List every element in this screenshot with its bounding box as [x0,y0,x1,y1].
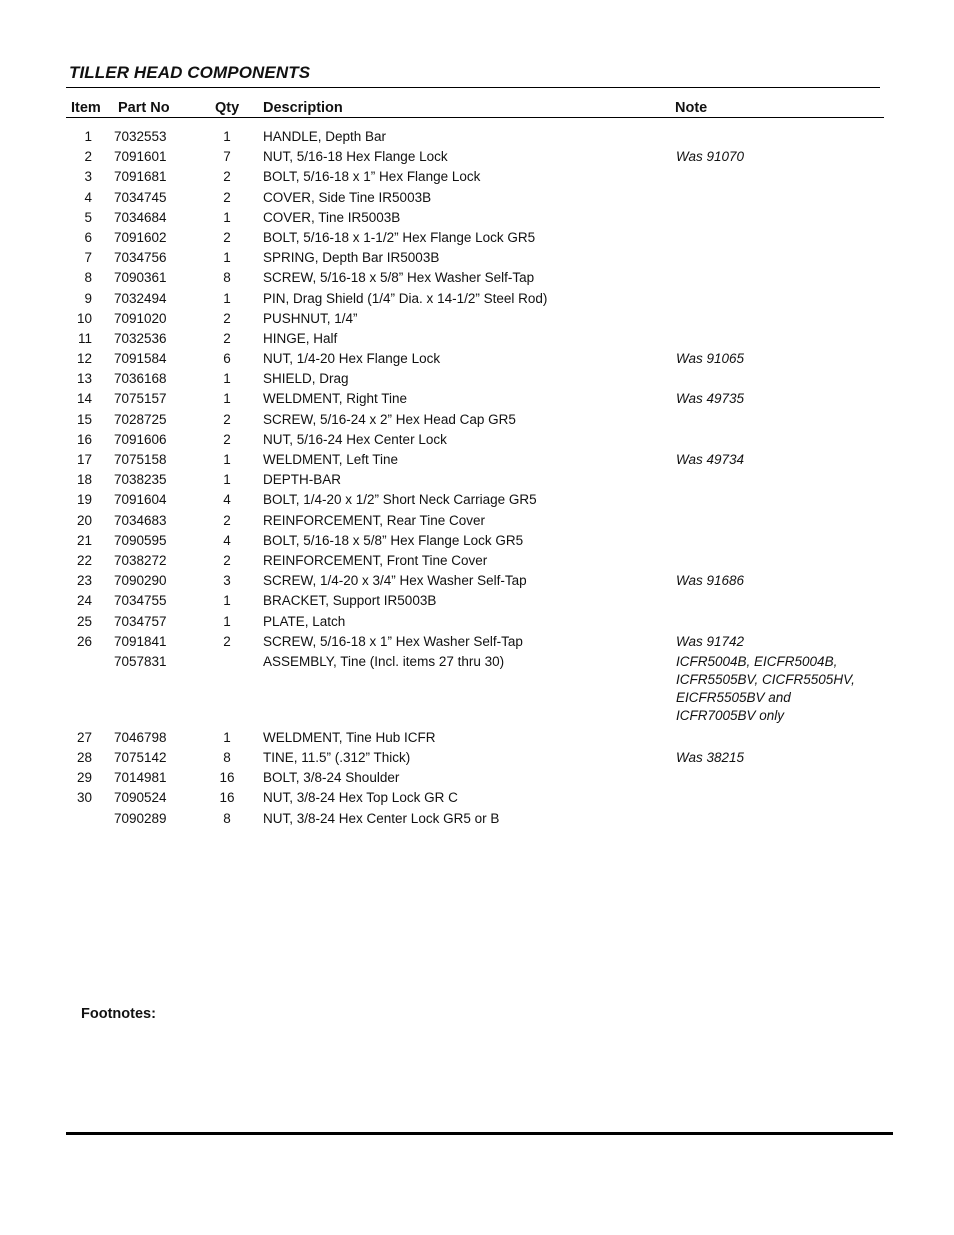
quantity: 1 [223,391,231,407]
header-part-no: Part No [118,100,170,116]
description: BOLT, 3/8-24 Shoulder [263,770,400,786]
table-row [0,591,954,611]
page-title: TILLER HEAD COMPONENTS [69,63,311,82]
part-number: 7091601 [114,149,167,165]
note [676,748,876,767]
part-number: 7034683 [114,512,167,528]
table-row [0,788,954,808]
item-number: 18 [76,472,92,488]
item-number: 13 [76,371,92,387]
quantity: 2 [223,431,231,447]
description: WELDMENT, Left Tine [263,452,399,467]
item-number: 12 [76,351,92,367]
quantity: 2 [223,169,231,185]
quantity: 2 [223,411,231,427]
note [676,450,876,469]
quantity: 2 [223,330,231,346]
header-qty: Qty [215,100,240,116]
table-row [0,147,954,167]
table-row [0,369,954,389]
table-row [0,289,954,309]
item-number: 11 [77,330,92,346]
table-row [0,632,954,652]
table-row [0,248,954,268]
item-number: 22 [76,552,92,568]
quantity: 1 [223,472,231,488]
quantity: 1 [223,290,231,306]
part-number: 7036168 [114,371,167,387]
item-number: 10 [76,310,92,326]
table-row [0,728,954,748]
part-number: 7090290 [114,573,167,589]
quantity: 1 [223,129,231,144]
item-number: 8 [84,270,92,286]
title-divider [66,87,880,88]
part-number: 7032536 [114,330,167,346]
header-description: Description [263,100,343,116]
part-number: 7028725 [114,411,167,427]
item-number: 1 [84,129,92,144]
description: BOLT, 5/16-18 x 1-1/2” Hex Flange Lock GR5 [263,229,536,245]
description: PUSHNUT, 1/4” [263,310,358,326]
quantity: 1 [223,593,231,609]
table-row [0,490,954,510]
footnotes-label: Footnotes: [81,1006,156,1022]
note-line: ICFR7005BV only [676,707,785,723]
note [676,632,876,651]
description: SCREW, 1/4-20 x 3/4” Hex Washer Self-Tap [263,573,527,589]
description: TINE, 11.5” (.312” Thick) [263,750,411,766]
quantity: 1 [223,209,231,225]
part-number: 7038272 [114,552,167,568]
quantity: 2 [223,512,231,528]
table-row [0,768,954,788]
note [676,147,876,166]
quantity: 16 [219,790,235,806]
quantity: 8 [223,750,231,766]
part-number: 7091681 [114,169,167,185]
description: PIN, Drag Shield (1/4” Dia. x 14-1/2” Steel Rod) [263,290,548,306]
part-number: 7034755 [114,593,167,609]
quantity: 1 [223,371,231,387]
note-line: Was 49734 [676,452,745,467]
part-number: 7075142 [114,750,167,766]
note [676,652,876,725]
quantity: 2 [223,310,231,326]
item-number: 30 [76,790,92,806]
note-line: ICFR5004B, EICFR5004B, [676,653,838,669]
quantity: 1 [223,250,231,266]
part-number: 7034756 [114,250,167,266]
note-line: Was 91686 [676,573,745,589]
item-number: 20 [76,512,92,528]
part-number: 7091584 [114,351,167,367]
item-number: 25 [76,613,92,629]
description: NUT, 5/16-24 Hex Center Lock [263,431,447,447]
description: REINFORCEMENT, Rear Tine Cover [263,512,486,528]
header-divider [66,117,884,118]
note [676,389,876,408]
description: SHIELD, Drag [263,371,349,387]
footer-divider [66,1132,893,1135]
quantity: 1 [223,613,231,629]
table-row [0,511,954,531]
description: COVER, Tine IR5003B [263,209,401,225]
description: HINGE, Half [263,330,338,346]
table-row [0,349,954,369]
description: BOLT, 1/4-20 x 1/2” Short Neck Carriage GR5 [263,492,537,508]
part-number: 7090595 [114,532,167,548]
table-row [0,309,954,329]
description: HANDLE, Depth Bar [263,129,387,144]
description: COVER, Side Tine IR5003B [263,189,432,205]
quantity: 8 [223,270,231,286]
item-number: 5 [84,209,92,225]
description: SPRING, Depth Bar IR5003B [263,250,440,266]
table-row [0,748,954,768]
part-number: 7014981 [114,770,167,786]
quantity: 2 [223,229,231,245]
header-item: Item [71,100,101,116]
description: NUT, 3/8-24 Hex Top Lock GR C [263,790,458,806]
table-row [0,329,954,349]
item-number: 27 [76,729,92,745]
part-number: 7032494 [114,290,167,306]
part-number: 7091602 [114,229,167,245]
quantity: 4 [223,532,231,548]
table-row [0,551,954,571]
description: REINFORCEMENT, Front Tine Cover [263,552,488,568]
description: NUT, 3/8-24 Hex Center Lock GR5 or B [263,810,500,826]
item-number: 26 [76,633,92,649]
part-number: 7091604 [114,492,167,508]
note [676,571,876,590]
part-number: 7034745 [114,189,167,205]
table-row [0,268,954,288]
quantity: 1 [223,729,231,745]
quantity: 2 [223,552,231,568]
quantity: 2 [223,633,231,649]
item-number: 28 [76,750,92,766]
description: SCREW, 5/16-18 x 1” Hex Washer Self-Tap [263,633,523,649]
description: SCREW, 5/16-24 x 2” Hex Head Cap GR5 [263,411,516,427]
table-row [0,571,954,591]
item-number: 24 [76,593,92,609]
quantity: 8 [223,810,231,826]
description: WELDMENT, Tine Hub ICFR [263,729,436,745]
description: WELDMENT, Right Tine [263,391,408,407]
description: BOLT, 5/16-18 x 1” Hex Flange Lock [263,169,481,185]
quantity: 3 [223,573,231,589]
item-number: 9 [84,290,92,306]
quantity: 1 [223,452,231,467]
quantity: 16 [219,770,235,786]
item-number: 2 [84,149,92,165]
table-row [0,470,954,490]
part-number: 7032553 [114,129,167,144]
part-number: 7090289 [114,810,167,826]
note [676,349,876,368]
description: SCREW, 5/16-18 x 5/8” Hex Washer Self-Tap [263,270,535,286]
part-number: 7075157 [114,391,167,407]
part-number: 7057831 [114,653,167,669]
description: DEPTH-BAR [263,472,342,488]
note-line: Was 91742 [676,633,745,649]
quantity: 4 [223,492,231,508]
part-number: 7091606 [114,431,167,447]
table-row [0,612,954,632]
description: ASSEMBLY, Tine (Incl. items 27 thru 30) [263,653,505,669]
description: BRACKET, Support IR5003B [263,593,437,609]
quantity: 6 [223,351,231,367]
header-note: Note [675,100,708,116]
note-line: Was 91070 [676,149,745,165]
part-number: 7075158 [114,452,167,467]
item-number: 17 [76,452,92,467]
note-line: EICFR5505BV and [676,689,791,705]
table-row [0,167,954,187]
quantity: 2 [223,189,231,205]
item-number: 14 [76,391,92,407]
item-number: 19 [76,492,92,508]
table-row [0,531,954,551]
note-line: Was 91065 [676,351,745,367]
quantity: 7 [223,149,231,165]
note-line: Was 49735 [676,391,745,407]
part-number: 7034757 [114,613,167,629]
item-number: 4 [84,189,92,205]
item-number: 16 [76,431,92,447]
description: PLATE, Latch [263,613,346,629]
table-row [0,410,954,430]
part-number: 7090361 [114,270,167,286]
table-row [0,652,954,728]
item-number: 15 [76,411,92,427]
item-number: 21 [76,532,92,548]
description: NUT, 1/4-20 Hex Flange Lock [263,351,441,367]
note-line: Was 38215 [676,750,745,766]
table-row [0,208,954,228]
note-line: ICFR5505BV, CICFR5505HV, [676,671,855,687]
part-number: 7038235 [114,472,167,488]
item-number: 7 [84,250,92,266]
table-row [0,228,954,248]
item-number: 29 [76,770,92,786]
part-number: 7046798 [114,729,167,745]
table-row [0,127,954,147]
part-number: 7090524 [114,790,167,806]
description: BOLT, 5/16-18 x 5/8” Hex Flange Lock GR5 [263,532,524,548]
table-row [0,430,954,450]
part-number: 7091841 [114,633,167,649]
part-number: 7091020 [114,310,167,326]
item-number: 6 [84,229,92,245]
table-row [0,389,954,409]
table-row [0,188,954,208]
table-row [0,809,954,829]
item-number: 23 [76,573,92,589]
part-number: 7034684 [114,209,167,225]
item-number: 3 [84,169,92,185]
parts-table [0,127,954,829]
description: NUT, 5/16-18 Hex Flange Lock [263,149,448,165]
table-row [0,450,954,470]
